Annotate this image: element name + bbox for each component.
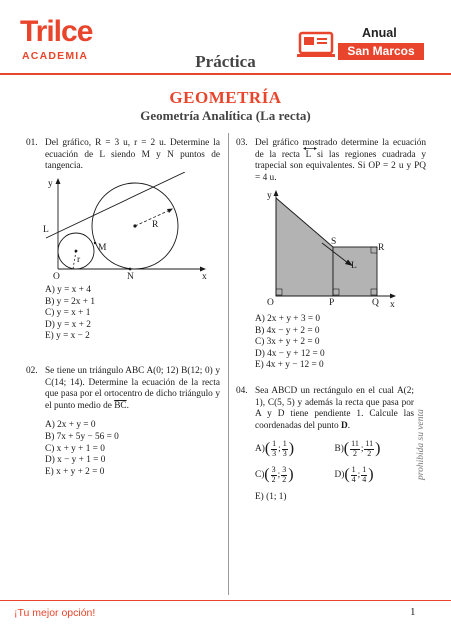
paren-open: ( [264,466,270,484]
logo-subtitle: ACADEMIA [22,50,89,62]
paren-close: ) [368,466,374,484]
denominator: 4 [362,474,367,484]
fraction [361,466,367,484]
problem-statement [255,386,414,432]
numerator: 1 [282,439,287,449]
label-L: L [351,261,357,271]
page-title: GEOMETRÍA [169,88,282,107]
page-subtitle: Geometría Analítica (La recta) [140,108,311,123]
label-L: L [43,225,49,235]
option-a: A) ( $\frac{1}{3}$ ; $\frac{1}{3}$ ) [255,439,295,458]
option-d: D) ( $\frac{1}{4}$ ; $\frac{1}{4}$ ) [334,465,374,484]
option-a: A) 2x + y + 3 = 0 [255,314,321,324]
paren-close: ) [288,440,295,458]
option-d: D) 4x − y + 12 = 0 [255,348,325,359]
fraction [282,440,288,458]
numerator: 11 [365,439,374,449]
numerator: 1 [272,439,277,449]
paren-open: ( [344,466,350,484]
option-c: C) x + y + 1 = 0 [45,443,105,454]
statement-text: Del gráfico mostrado determine la ecuación de la recta [255,138,426,160]
problem-number: 02. [26,366,38,376]
label-S: S [331,237,337,247]
numerator: 1 [351,465,356,475]
label-x: x [202,272,207,282]
statement-end: si las regiones cuadrada y trapecial son equivalentes. Si OP = 2 u y PQ = 4 u. [255,149,426,183]
denominator: 2 [367,448,372,458]
paren-close: ) [288,466,294,484]
option-e: E) x + y + 2 = 0 [45,466,105,477]
problem-statement [255,138,426,184]
watermark: prohibida su venta [416,409,426,480]
problem-04 [236,386,414,504]
option-e: E) 4x + y − 12 = 0 [255,360,324,371]
logo-wordmark: Trilce [20,15,93,48]
paren-close: ) [375,440,381,458]
numerator: 3 [282,465,287,475]
problem-number: 04. [236,386,248,396]
denominator: 2 [282,474,287,484]
problem-01-options [26,285,220,343]
option-label: A) [255,443,265,454]
problem-03-options [236,314,426,372]
figure-square-trapezoid [258,188,403,310]
label-r: r [77,255,81,265]
statement-end: . [347,420,351,431]
problem-number: 01. [26,138,38,148]
label-M: M [98,243,107,253]
paren-open: ( [264,440,271,458]
denominator: 2 [271,474,276,484]
denominator: 3 [282,448,287,458]
denominator: 2 [352,448,357,458]
option-b: B) 4x − y + 2 = 0 [255,325,320,336]
problem-03 [236,138,426,184]
section-label: Práctica [195,52,256,71]
option-a: A) 2x + y = 0 [45,420,96,431]
option-a: A) y = x + 4 [45,285,91,295]
statement-end: . [126,400,129,411]
option-d: D) x − y + 1 = 0 [45,455,106,466]
label-Q: Q [372,298,379,308]
numerator: 1 [362,465,367,475]
point-d: D [340,420,348,431]
statement-text: Se tiene un triángulo ABC A(0; 12) B(12; 0) y C(14; 14). Determine la ecuación de la recta que pasa por el ortocentro de dicho triángulo y el punto medio de [45,366,220,411]
badge-anual: Anual [362,26,397,40]
label-N: N [127,272,134,282]
label-y: y [48,179,53,189]
statement-text: Sea ABCD un rectángulo en el cual A(2; 1), C(5, 5) y además la recta que pasa por A y D tiene pendiente 1. Calcule las coordenadas del punto [255,386,414,431]
problem-statement [45,366,220,412]
line-letter: L [305,149,312,160]
denominator: 4 [351,474,356,484]
label-P: P [329,298,335,308]
badge-san-marcos: San Marcos [338,43,424,60]
problem-01 [26,138,220,173]
option-label: B) [334,443,344,454]
option-e: E) (1; 1) [255,492,287,503]
numerator: 3 [271,465,276,475]
fraction [271,466,277,484]
label-x: x [390,300,395,310]
option-c: C) 3x + y + 2 = 0 [255,337,320,348]
paren-open: ( [343,440,350,458]
fraction [281,466,287,484]
problem-02 [26,366,220,478]
label-y: y [267,191,272,201]
option-c: C) y = x + 1 [45,308,91,319]
footer-rule [0,600,451,601]
option-c: C) ( $\frac{3}{2}$ ; $\frac{3}{2}$ ) [255,465,294,484]
figure-circles-tangent [40,172,215,284]
option-b: B) y = 2x + 1 [45,296,95,307]
numerator: 11 [351,439,359,449]
segment-bc: $\overline{BC}$ [114,400,127,411]
problem-number: 03. [236,138,248,148]
computer-icon [297,31,335,59]
fraction [350,440,360,458]
option-label: D) [334,469,345,480]
problem-statement: Del gráfico, R = 3 u, r = 2 u. Determine la ecuación de L siendo M y N puntos de tangencia. [45,138,220,172]
footer-slogan: ¡Tu mejor opción! [14,607,96,619]
denominator: 3 [272,448,277,458]
fraction [351,466,357,484]
label-R: R [378,243,385,253]
fraction [364,440,374,458]
header-rule [0,73,451,75]
line-symbol [306,150,312,162]
label-R: R [152,220,159,230]
page-number: 1 [410,606,416,618]
option-b: B) ( $\frac{11}{2}$ ; $\frac{11}{2}$ ) [334,439,381,458]
double-arrow-icon [303,146,317,151]
column-divider [228,133,229,595]
fraction [271,440,277,458]
option-e: E) y = x − 2 [45,331,90,342]
option-b: B) 7x + 5y − 56 = 0 [45,431,119,442]
option-label: C) [255,469,265,480]
label-O: O [53,272,60,282]
label-O: O [267,298,274,308]
option-d: D) y = x + 2 [45,319,91,330]
